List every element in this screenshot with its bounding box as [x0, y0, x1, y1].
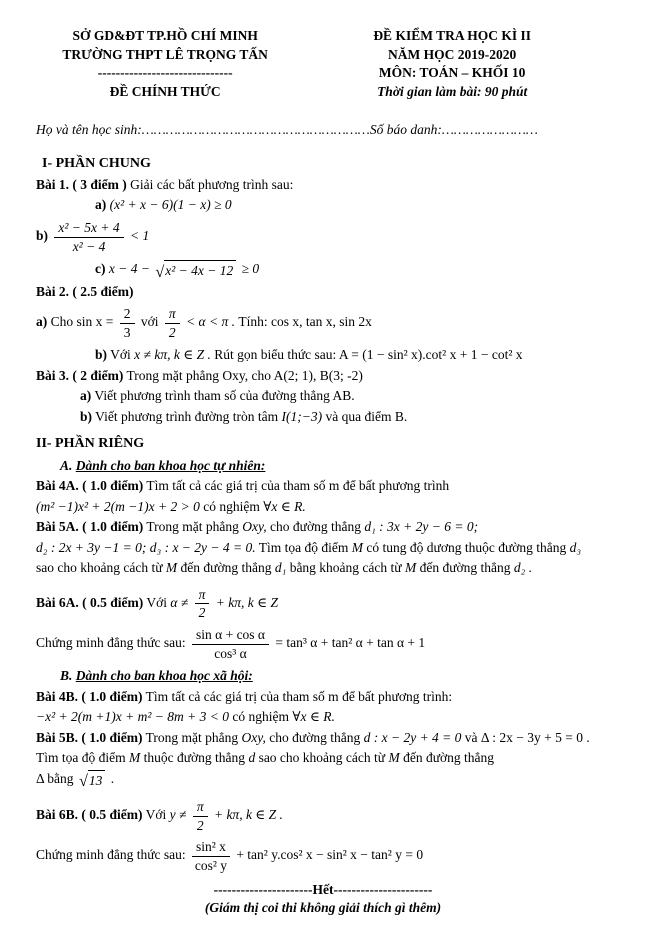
student-name-label: Họ và tên học sinh: [36, 122, 142, 138]
text-segment: đến đường thẳng [180, 560, 272, 576]
radical-sign-icon: √ [155, 262, 165, 281]
radicand: x² − 4x − 12 [164, 260, 236, 280]
math-expression: + kπ, k ∈ Z [215, 595, 279, 611]
text-segment: Rút gọn biểu thức sau: [214, 347, 337, 363]
math-expression: (m² −1)x² + 2(m −1)x + 2 > 0 [36, 498, 200, 514]
bai3-heading [36, 367, 610, 385]
fraction [165, 306, 180, 340]
math-expression: M [388, 750, 400, 766]
fraction-denominator: 2 [168, 324, 176, 340]
fraction-numerator: sin² x [192, 839, 230, 857]
math-expression: M [165, 560, 178, 576]
student-name-dotted-field: ………………………………………………… [141, 122, 370, 138]
bai6a-label: Bài 6A. ( 0.5 điểm) [36, 595, 144, 611]
text-segment: Với [110, 347, 131, 363]
text-segment: cho đường thẳng [269, 729, 361, 745]
fraction [120, 306, 135, 340]
department-name: SỞ GD&ĐT TP.HỒ CHÍ MINH [72, 28, 258, 43]
text-segment: Tìm tọa độ điểm [36, 750, 126, 766]
math-expression: cos x, tan x, sin 2x [271, 314, 372, 330]
fraction-denominator: cos² y [194, 857, 228, 873]
subject-grade: MÔN: TOÁN – KHỐI 10 [378, 65, 526, 81]
math-expression: Oxy, [242, 519, 267, 535]
fraction [54, 220, 123, 254]
math-expression: + tan² y.cos² x − sin² x − tan² y = 0 [236, 847, 424, 863]
bai5b-label: Bài 5B. ( 1.0 điểm) [36, 729, 143, 745]
text-segment: Trong mặt phẳng [146, 519, 239, 535]
text-segment: Tính: [238, 314, 268, 330]
bai6b-line2 [36, 839, 610, 873]
bai4b-line2 [36, 708, 610, 726]
bai4b-line1 [36, 688, 610, 706]
fraction-denominator: 3 [123, 324, 131, 340]
text-segment: sao cho khoảng cách từ [36, 560, 163, 576]
text-segment: có nghiệm [232, 709, 289, 725]
math-expression: ∀x ∈ R. [263, 498, 306, 514]
text-segment: Trong mặt phẳng [145, 729, 239, 745]
text-segment: đến đường thẳng [403, 750, 495, 766]
bai1-label: Bài 1. ( 3 điểm ) [36, 176, 127, 192]
bai3-item-b [80, 408, 610, 426]
item-label: a) [80, 388, 92, 404]
bai3-item-a [80, 387, 610, 405]
bai5a-label: Bài 5A. ( 1.0 điểm) [36, 519, 144, 535]
radical-sign-icon: √ [78, 772, 88, 791]
header-left [36, 26, 294, 101]
item-label: c) [95, 261, 106, 277]
math-expression: d₁ : 3x + 2y − 6 = 0; [364, 519, 479, 535]
math-expression: Δ : 2x − 3y + 5 = 0 . [480, 729, 590, 745]
text-segment: Chứng minh đẳng thức sau: [36, 635, 186, 651]
text-segment: Với [146, 595, 168, 611]
text-segment: cho đường thẳng [270, 519, 361, 535]
fraction-numerator: π [193, 799, 208, 817]
text-segment: với [140, 314, 159, 330]
proctor-note: (Giám thị coi thi không giải thích gì thêm) [204, 900, 442, 916]
bai1-intro: Giải các bất phương trình sau: [130, 176, 294, 192]
math-expression: d₃ [569, 539, 582, 555]
text-segment: Viết phương trình tham số của đường thẳng AB. [94, 388, 355, 404]
radicand: 13 [88, 770, 106, 790]
math-expression: Oxy, [241, 729, 266, 745]
bai1-item-a [95, 196, 610, 214]
exam-duration: Thời gian làm bài: 90 phút [377, 83, 528, 99]
text-segment: Tìm tọa độ điểm [258, 539, 349, 555]
text-segment: sao cho khoảng cách từ [258, 750, 386, 766]
bai4a-line2 [36, 498, 610, 516]
math-expression: M [351, 539, 364, 555]
fraction-numerator: π [195, 587, 210, 605]
math-expression: d [248, 750, 256, 766]
math-expression: −x² + 2(m +1)x + m² − 8m + 3 < 0 [36, 709, 229, 725]
text-segment: thuộc đường thẳng [143, 750, 246, 766]
bai5b-line1 [36, 729, 610, 747]
school-year: NĂM HỌC 2019-2020 [388, 46, 517, 62]
math-expression: (x² + x − 6)(1 − x) ≥ 0 [109, 197, 232, 213]
bai2-label: Bài 2. ( 2.5 điểm) [36, 283, 134, 299]
fraction [195, 587, 210, 621]
math-expression: d : x − 2y + 4 = 0 [363, 729, 462, 745]
exam-page [36, 26, 610, 917]
math-expression: d₃ : x − 2y − 4 = 0. [149, 539, 256, 555]
school-name: TRƯỜNG THPT LÊ TRỌNG TẤN [62, 46, 268, 62]
student-id-label: Số báo danh: [369, 122, 442, 138]
square-root [79, 770, 105, 790]
item-label: b) [95, 347, 108, 363]
student-info-line [36, 121, 610, 139]
square-root [155, 260, 236, 280]
bai5b-line2 [36, 749, 610, 767]
bai6b-label: Bài 6B. ( 0.5 điểm) [36, 807, 143, 823]
item-label: b) [36, 228, 49, 244]
bai5a-line3 [36, 559, 610, 577]
text-segment: . [110, 770, 115, 786]
bai3-intro: Trong mặt phẳng Oxy, cho A(2; 1), B(3; -2) [126, 367, 363, 383]
group-label: B. [60, 668, 73, 684]
math-expression: ≥ 0 [241, 261, 260, 277]
group-title: Dành cho ban khoa học xã hội: [75, 668, 253, 684]
fraction-denominator: 2 [196, 817, 204, 833]
math-expression: < 1 [130, 228, 150, 244]
groupB-heading [60, 667, 610, 685]
bai5a-line1 [36, 518, 610, 536]
header-divider: ------------------------------ [97, 65, 233, 81]
fraction-denominator: cos³ α [214, 645, 247, 661]
math-expression: = tan³ α + tan² α + tan α + 1 [275, 635, 426, 651]
text-segment: và qua điểm B. [325, 408, 408, 424]
bai6a-line2 [36, 627, 610, 661]
text-segment: đến đường thẳng [419, 560, 511, 576]
math-expression: d₂ . [513, 560, 533, 576]
part2-title: II- PHẦN RIÊNG [36, 436, 145, 452]
text-segment: bằng khoảng cách từ [289, 560, 402, 576]
text-segment: có tung độ dương thuộc đường thẳng [366, 539, 567, 555]
math-expression: y ≠ [169, 807, 187, 823]
text-segment: Tìm tất cả các giá trị của tham số m để bất phương trình [146, 478, 450, 494]
part1-title: I- PHẦN CHUNG [42, 155, 151, 171]
fraction-numerator: x² − 5x + 4 [54, 220, 123, 238]
math-expression: I(1;−3) [281, 408, 323, 424]
bai1-item-b [36, 220, 610, 254]
math-expression: x − 4 − [108, 261, 150, 277]
bai5b-line3 [36, 770, 610, 790]
math-expression: Δ bằng [36, 770, 74, 786]
group-title: Dành cho ban khoa học tự nhiên: [75, 457, 266, 473]
bai4a-label: Bài 4A. ( 1.0 điểm) [36, 478, 144, 494]
groupA-heading [60, 457, 610, 475]
math-expression: α ≠ [170, 595, 189, 611]
bai1-item-c [95, 260, 610, 280]
bai2-heading [36, 283, 610, 301]
fraction-numerator: 2 [120, 306, 135, 324]
group-label: A. [60, 457, 73, 473]
math-expression: d₁ [274, 560, 287, 576]
item-label: a) [95, 197, 107, 213]
text-segment: có nghiệm [203, 498, 260, 514]
exam-title: ĐỀ KIỂM TRA HỌC KÌ II [373, 28, 531, 43]
math-expression: x ≠ kπ, k ∈ Z . [134, 347, 211, 363]
bai4a-line1 [36, 477, 610, 495]
fraction-denominator: x² − 4 [72, 238, 106, 254]
math-expression: M [128, 750, 141, 766]
fraction [192, 839, 230, 873]
text-segment: Tìm tất cả các giá trị của tham số m để bất phương trình: [145, 688, 453, 704]
math-expression: d₂ : 2x + 3y −1 = 0; [36, 539, 147, 555]
header-right [294, 26, 610, 101]
fraction [193, 799, 208, 833]
bai1-heading [36, 176, 610, 194]
math-expression: < α < π . [186, 314, 235, 330]
fraction-denominator: 2 [198, 605, 206, 621]
math-expression: M [404, 560, 417, 576]
bai6a-line1 [36, 587, 610, 621]
bai3-label: Bài 3. ( 2 điểm) [36, 367, 124, 383]
fraction [192, 627, 269, 661]
official-exam-label: ĐỀ CHÍNH THỨC [109, 83, 221, 99]
bai6b-line1 [36, 799, 610, 833]
math-expression: A = (1 − sin² x).cot² x + 1 − cot² x [338, 347, 523, 363]
text-segment: Với [145, 807, 167, 823]
bai5a-line2 [36, 539, 610, 557]
item-label: b) [80, 408, 93, 424]
fraction-numerator: π [165, 306, 180, 324]
math-expression: + kπ, k ∈ Z . [213, 807, 283, 823]
header [36, 26, 610, 101]
end-of-exam-marker: ----------------------Hết---------------------- [213, 882, 433, 898]
text-segment: Chứng minh đẳng thức sau: [36, 847, 186, 863]
text-segment: Viết phương trình đường tròn tâm [95, 408, 279, 424]
bai2-item-a [36, 306, 610, 340]
item-label: a) [36, 314, 48, 330]
bai2-item-b [95, 346, 610, 364]
fraction-numerator: sin α + cos α [192, 627, 269, 645]
text-segment: Cho [50, 314, 74, 330]
math-expression: sin x = [76, 314, 114, 330]
footer [36, 881, 610, 916]
math-expression: ∀x ∈ R. [292, 709, 335, 725]
bai4b-label: Bài 4B. ( 1.0 điểm) [36, 688, 143, 704]
text-segment: và [464, 729, 478, 745]
student-id-dotted-field: …………………… [441, 122, 538, 138]
